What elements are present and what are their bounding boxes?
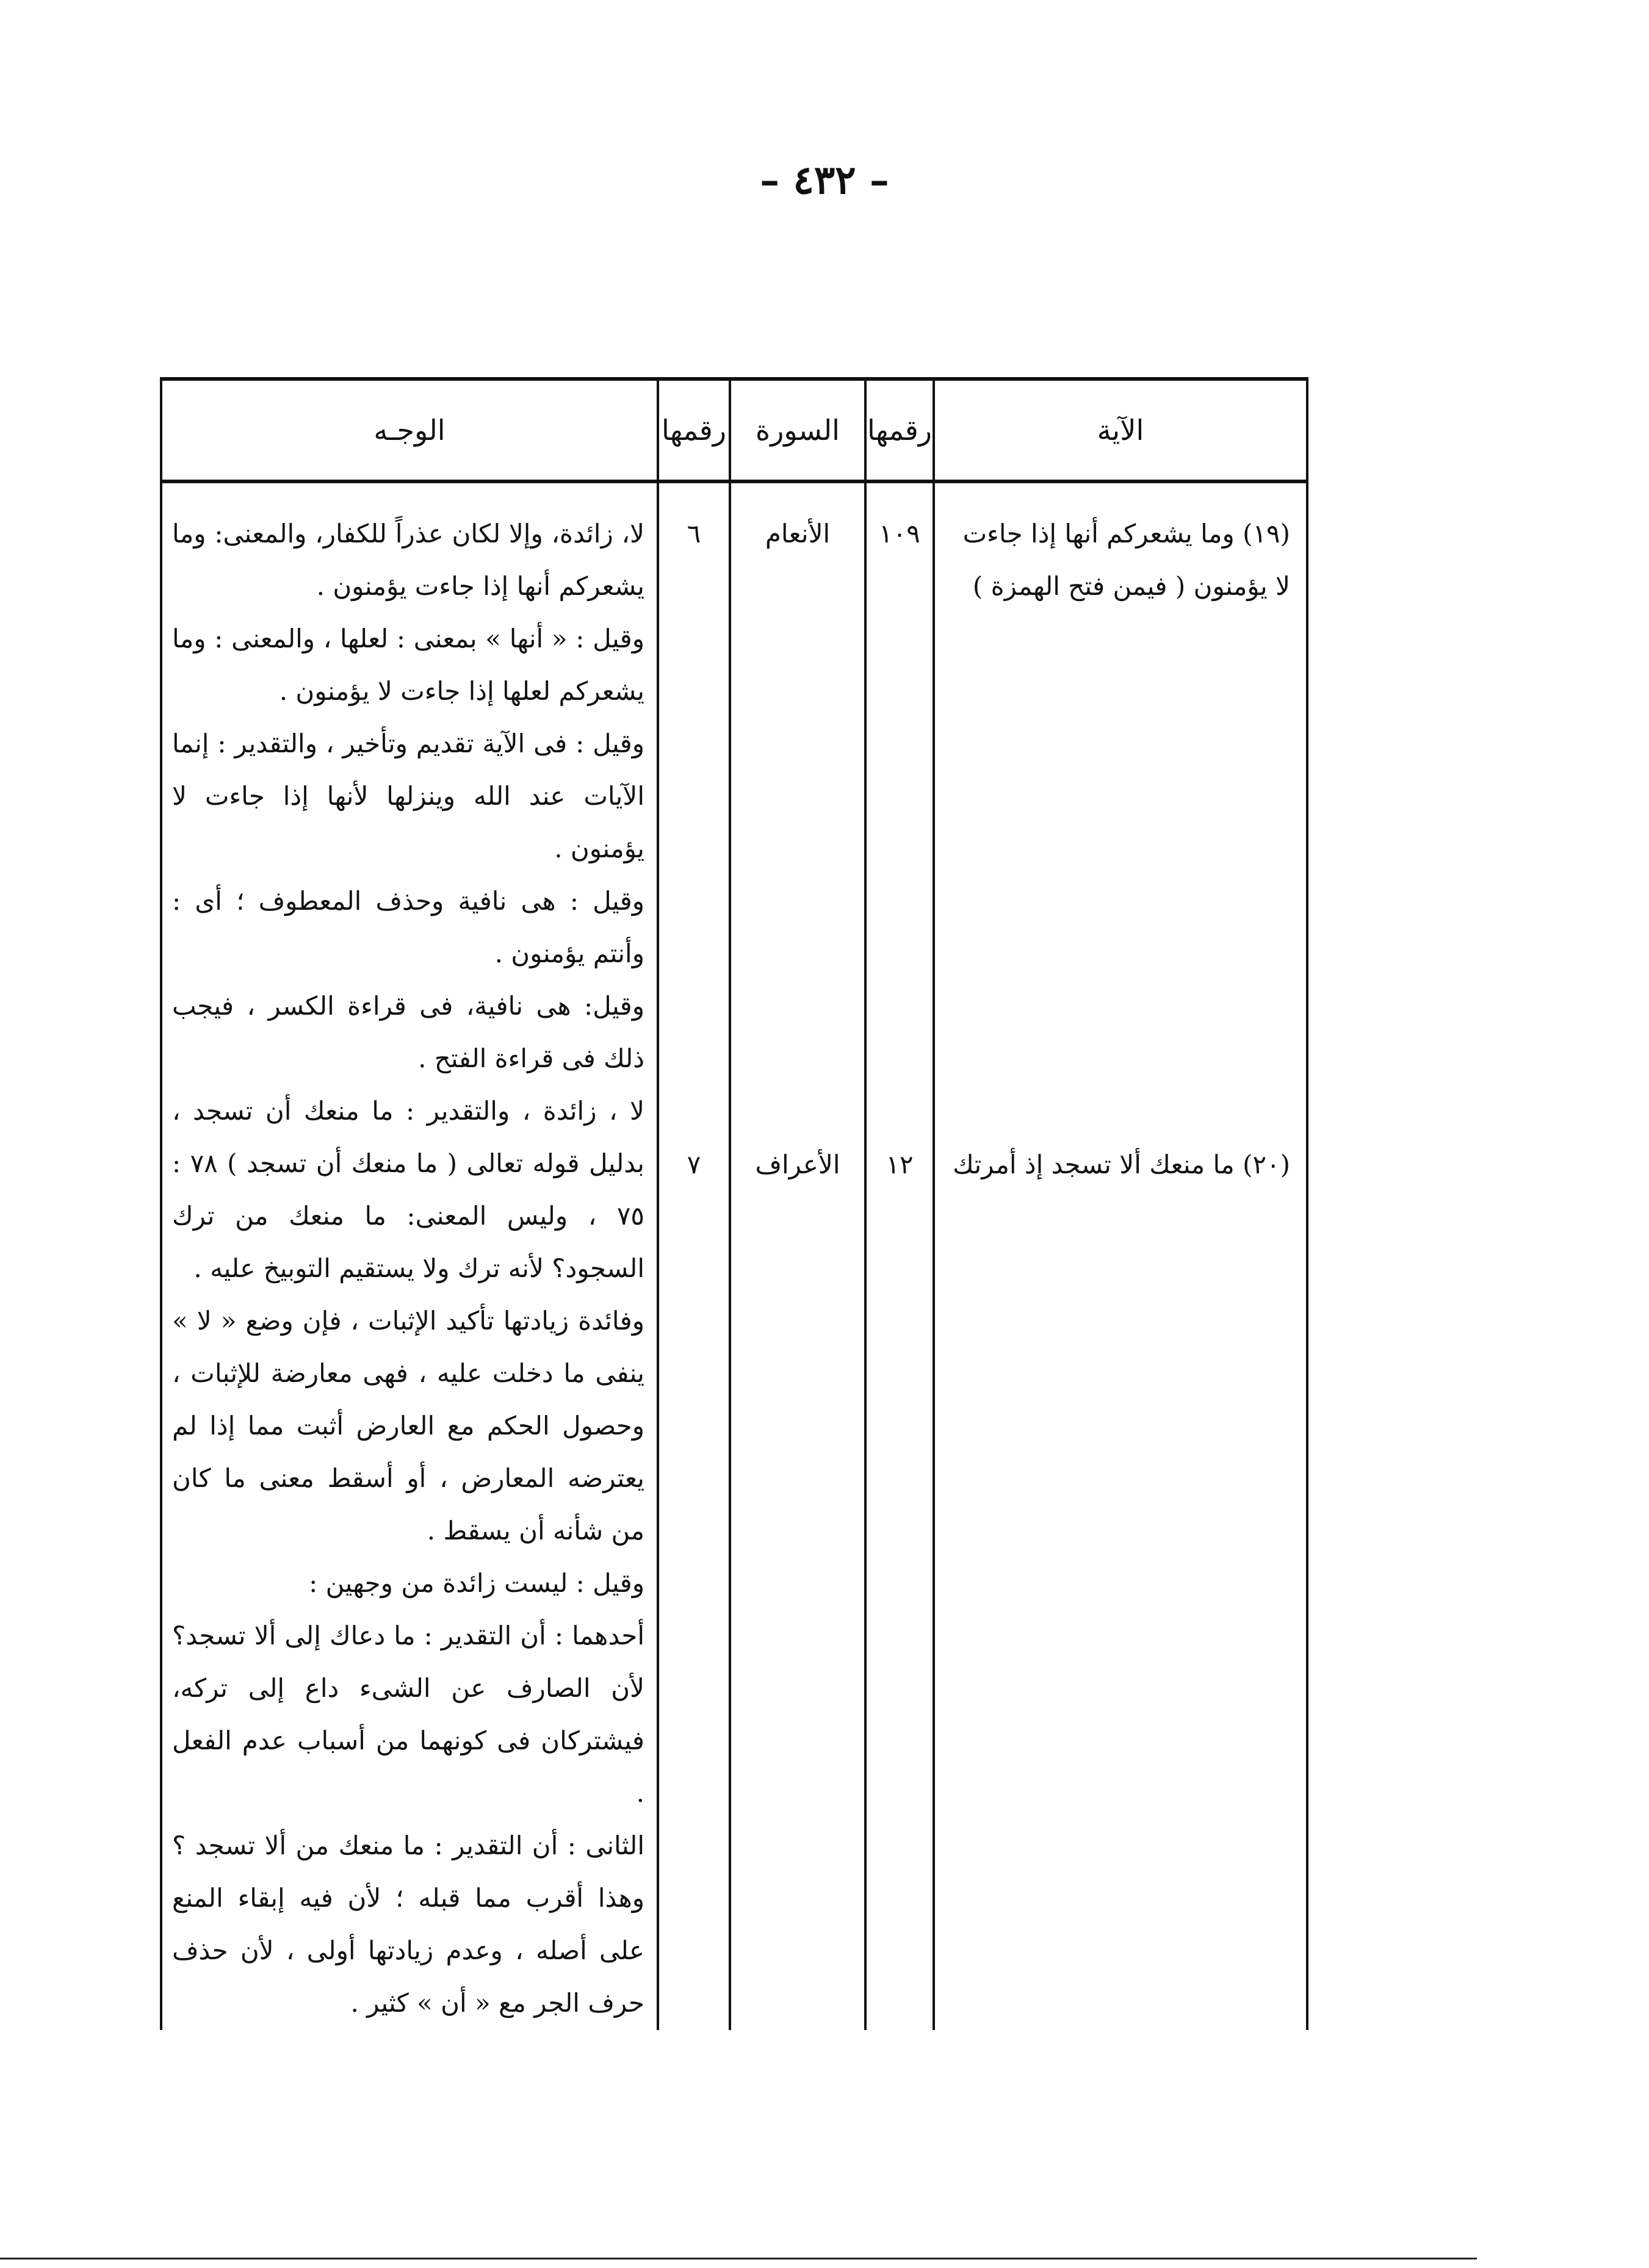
table-header-row bbox=[161, 379, 1307, 481]
wajh-paragraph: وقيل : « أنها » بمعنى : لعلها ، والمعنى : وما يشعركم لعلها إذا جاءت لا يؤمنون . bbox=[172, 624, 644, 706]
wajh-paragraph: وفائدة زيادتها تأكيد الإثبات ، فإن وضع « لا » ينفى ما دخلت عليه ، فهى معارضة للإثبات ، وحصول الحكم مع العارض أثبت مما إذا لم يعترضه المعارض ، أو أسقط معنى ما كان من شأنه أن يسقط . bbox=[172, 1306, 644, 1546]
wajh-paragraph: لا ، زائدة ، والتقدير : ما منعك أن تسجد ، بدليل قوله تعالى ( ما منعك أن تسجد ) ٧٨ : ٧٥ ، وليس المعنى: ما منعك من ترك السجود؟ لأنه ترك ولا يستقيم التوبيخ عليه . bbox=[172, 1096, 644, 1283]
aya-number-109: ١٠٩ bbox=[879, 519, 920, 549]
sura-column bbox=[730, 481, 865, 2030]
sura-name-araf: الأعراف bbox=[755, 1150, 840, 1179]
wajh-paragraph: لا، زائدة، وإلا لكان عذراً للكفار، والمعنى: وما يشعركم أنها إذا جاءت يؤمنون . bbox=[172, 519, 644, 601]
page-number: – ٤٣٢ – bbox=[760, 157, 889, 203]
header-aya: الآية bbox=[934, 379, 1307, 481]
bottom-rule bbox=[0, 2258, 1477, 2259]
wajh-paragraph: وقيل : فى الآية تقديم وتأخير ، والتقدير : إنما الآيات عند الله وينزلها لأنها إذا جاءت لا يؤمنون . bbox=[172, 729, 644, 863]
aya-number-12: ١٢ bbox=[886, 1150, 914, 1179]
wajh-paragraph: أحدهما : أن التقدير : ما دعاك إلى ألا تسجد؟ لأن الصارف عن الشىء داع إلى تركه، فيشتركان فى كونهما من أسباب عدم الفعل . bbox=[172, 1621, 644, 1808]
wajh-paragraph: وقيل : ليست زائدة من وجهين : bbox=[309, 1568, 644, 1598]
wajh-column bbox=[161, 481, 658, 2030]
header-sura-number: رقمها bbox=[658, 379, 730, 481]
header-aya-number: رقمها bbox=[865, 379, 934, 481]
sura-name-anam: الأنعام bbox=[765, 519, 831, 549]
aya-number-column bbox=[865, 481, 934, 2030]
ayat-table bbox=[160, 377, 1308, 2030]
sura-number-6: ٦ bbox=[687, 519, 701, 549]
table-row bbox=[161, 481, 1307, 2030]
wajh-paragraph: الثانى : أن التقدير : ما منعك من ألا تسجد ؟ وهذا أقرب مما قبله ؛ لأن فيه إبقاء المنع على أصله ، وعدم زيادتها أولى ، لأن حذف حرف الجر مع « أن » كثير . bbox=[172, 1831, 644, 2018]
wajh-paragraph: وقيل : هى نافية وحذف المعطوف ؛ أى : وأنتم يؤمنون . bbox=[172, 886, 644, 968]
sura-number-column bbox=[658, 481, 730, 2030]
header-wajh: الوجـه bbox=[161, 379, 658, 481]
ayat-table-wrapper bbox=[160, 377, 1306, 2018]
sura-number-7: ٧ bbox=[687, 1150, 701, 1179]
aya-entry-20: (٢٠) ما منعك ألا تسجد إذ أمرتك bbox=[953, 1150, 1290, 1179]
wajh-paragraph: وقيل: هى نافية، فى قراءة الكسر ، فيجب ذلك فى قراءة الفتح . bbox=[172, 991, 644, 1073]
aya-entry-19: (١٩) وما يشعركم أنها إذا جاءت لا يؤمنون ( فيمن فتح الهمزة ) bbox=[962, 519, 1290, 601]
header-sura: السورة bbox=[730, 379, 865, 481]
aya-column bbox=[934, 481, 1307, 2030]
